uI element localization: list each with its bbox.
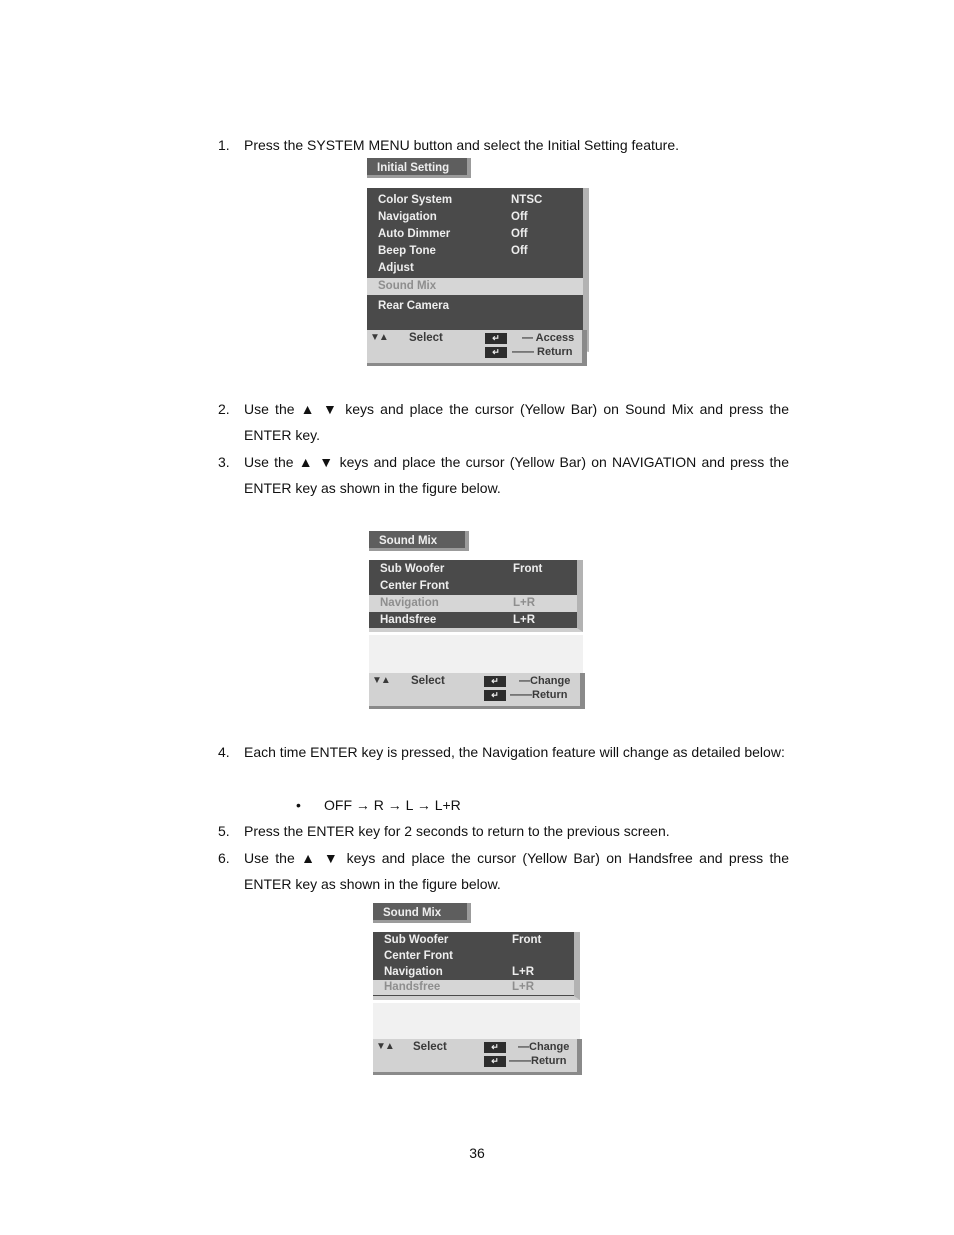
access-label: — Access [522, 332, 575, 344]
menu-row: Center Front [380, 580, 449, 592]
step-text: Press the ENTER key for 2 seconds to return to the previous screen. [244, 823, 670, 839]
up-down-arrows-icon: ▼▲ [370, 332, 388, 343]
initial-setting-menu-screenshot [367, 158, 589, 368]
change-label: —Change [518, 1041, 570, 1053]
step-text: Use the ▲ ▼ keys and place the cursor (Yellow Bar) on Handsfree and press the ENTER key as shown in the figure below. [244, 850, 789, 892]
step-3 [218, 449, 789, 501]
step-number: 6. [218, 850, 230, 866]
select-label: Select [413, 1041, 447, 1053]
menu-title: Initial Setting [367, 158, 471, 178]
return-label: ——Return [510, 689, 568, 701]
menu-row: Sub Woofer Front [380, 563, 543, 575]
step-text: Use the ▲ ▼ keys and place the cursor (Yellow Bar) on NAVIGATION and press the ENTER key as shown in the figure below. [244, 454, 789, 496]
menu-title: Sound Mix [373, 903, 471, 923]
menu-row: Auto Dimmer Off [378, 228, 528, 240]
step-2 [218, 396, 789, 448]
enter-key-icon: ↵ [484, 690, 506, 701]
step-number: 1. [218, 137, 230, 153]
blank-area [373, 1003, 580, 1039]
sound-mix-navigation-menu-screenshot [369, 531, 585, 709]
menu-title: Sound Mix [369, 531, 469, 551]
step-6 [218, 845, 789, 897]
menu-row: Rear Camera [378, 300, 449, 312]
select-label: Select [409, 332, 443, 344]
step-5 [218, 818, 789, 844]
select-label: Select [411, 675, 445, 687]
enter-key-icon: ↵ [485, 333, 507, 344]
menu-row: Center Front [384, 950, 453, 962]
step-text: Use the ▲ ▼ keys and place the cursor (Yellow Bar) on Sound Mix and press the ENTER key. [244, 401, 789, 443]
change-label: —Change [519, 675, 571, 687]
enter-key-icon: ↵ [484, 1056, 506, 1067]
step-1 [218, 132, 789, 158]
menu-row: Sub Woofer Front [384, 934, 542, 946]
menu-row-highlighted: Handsfree L+R [373, 980, 574, 995]
step-number: 2. [218, 401, 230, 417]
step-number: 5. [218, 823, 230, 839]
menu-row-highlighted: Navigation L+R [369, 595, 577, 612]
enter-key-icon: ↵ [484, 1042, 506, 1053]
menu-panel [373, 932, 580, 1000]
step-text: Press the SYSTEM MENU button and select the Initial Setting feature. [244, 137, 679, 153]
enter-key-icon: ↵ [485, 347, 507, 358]
bullet-text: OFF → R → L → L+R [324, 797, 461, 813]
menu-footer [369, 673, 585, 709]
menu-panel [367, 188, 589, 352]
bullet-icon: • [296, 797, 301, 813]
menu-row: Beep Tone Off [378, 245, 528, 257]
menu-footer [373, 1039, 582, 1075]
step-number: 3. [218, 454, 230, 470]
sound-mix-handsfree-menu-screenshot [373, 903, 582, 1075]
menu-row-highlighted: Sound Mix [367, 278, 583, 295]
enter-key-icon: ↵ [484, 676, 506, 687]
menu-row: Handsfree L+R [380, 614, 536, 626]
menu-row: Adjust [378, 262, 414, 274]
menu-row: Color System NTSC [378, 194, 543, 206]
menu-row: Navigation L+R [384, 966, 535, 978]
blank-area [369, 635, 583, 673]
step-text: Each time ENTER key is pressed, the Navigation feature will change as detailed below: [244, 744, 785, 760]
page-number: 36 [469, 1145, 485, 1161]
up-down-arrows-icon: ▼▲ [372, 675, 390, 686]
menu-footer [367, 330, 587, 366]
step-4 [218, 739, 789, 765]
menu-panel [369, 560, 583, 632]
navigation-cycle-bullet [296, 795, 461, 815]
step-number: 4. [218, 744, 230, 760]
up-down-arrows-icon: ▼▲ [376, 1041, 394, 1052]
menu-row: Navigation Off [378, 211, 528, 223]
return-label: —— Return [512, 346, 573, 358]
return-label: ——Return [509, 1055, 567, 1067]
